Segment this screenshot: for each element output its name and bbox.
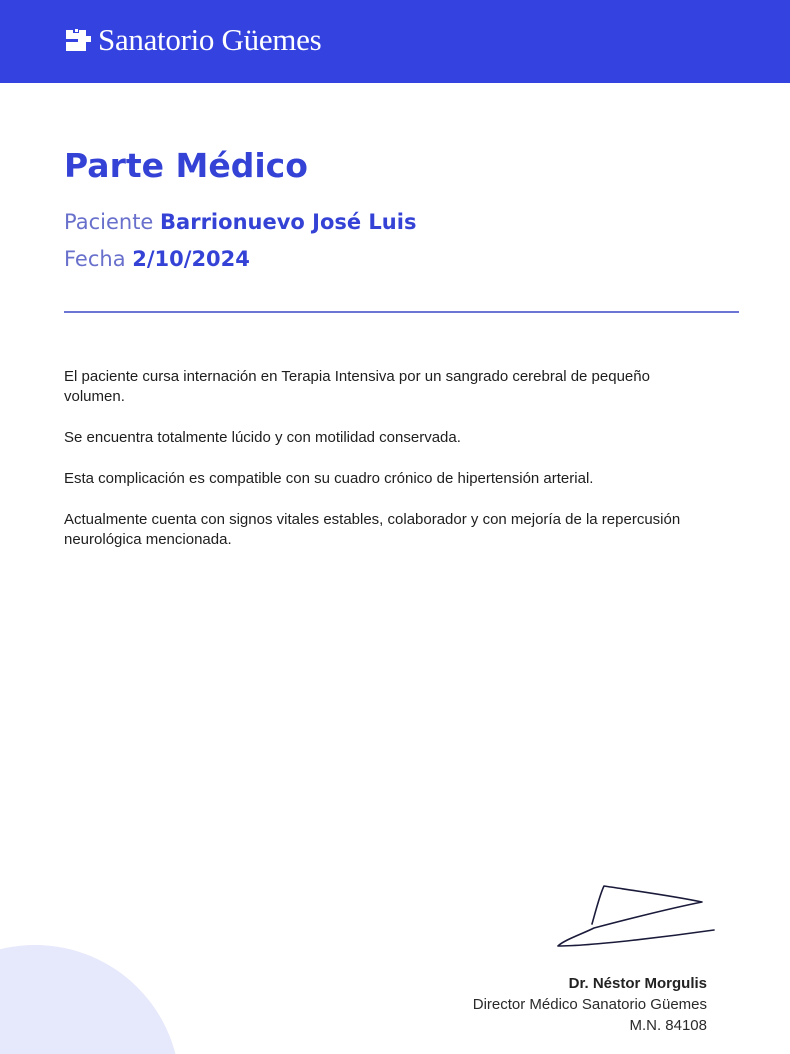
- header-bar: [0, 0, 790, 83]
- report-paragraph: Actualmente cuenta con signos vitales estables, colaborador y con mejoría de la repercusión neurológica mencionada.: [64, 511, 681, 548]
- decorative-circle: [0, 945, 180, 1054]
- divider: [64, 311, 739, 313]
- patient-line: [64, 210, 416, 234]
- patient-name: Barrionuevo José Luis: [160, 210, 417, 234]
- date-line: [64, 247, 250, 271]
- logo-mark-icon: [66, 27, 92, 53]
- signer-role: Director Médico Sanatorio Güemes: [472, 996, 707, 1013]
- report-paragraph: El paciente cursa internación en Terapia Intensiva por un sangrado cerebral de pequeño volumen.: [64, 368, 650, 405]
- logo-text: Sanatorio Güemes: [98, 22, 322, 57]
- report-paragraph: Se encuentra totalmente lúcido y con motilidad conservada.: [64, 429, 461, 446]
- date-value: 2/10/2024: [132, 247, 250, 271]
- signer-license: M.N. 84108: [629, 1017, 707, 1034]
- date-label: Fecha: [64, 247, 126, 271]
- patient-label: Paciente: [64, 210, 154, 234]
- logo: [66, 22, 321, 58]
- report-body: [64, 367, 704, 571]
- handwritten-signature: [552, 880, 720, 956]
- document-title: Parte Médico: [64, 146, 308, 185]
- signer-name: Dr. Néstor Morgulis: [568, 975, 707, 992]
- signer-block: [473, 973, 707, 1036]
- report-paragraph: Esta complicación es compatible con su cuadro crónico de hipertensión arterial.: [64, 470, 594, 487]
